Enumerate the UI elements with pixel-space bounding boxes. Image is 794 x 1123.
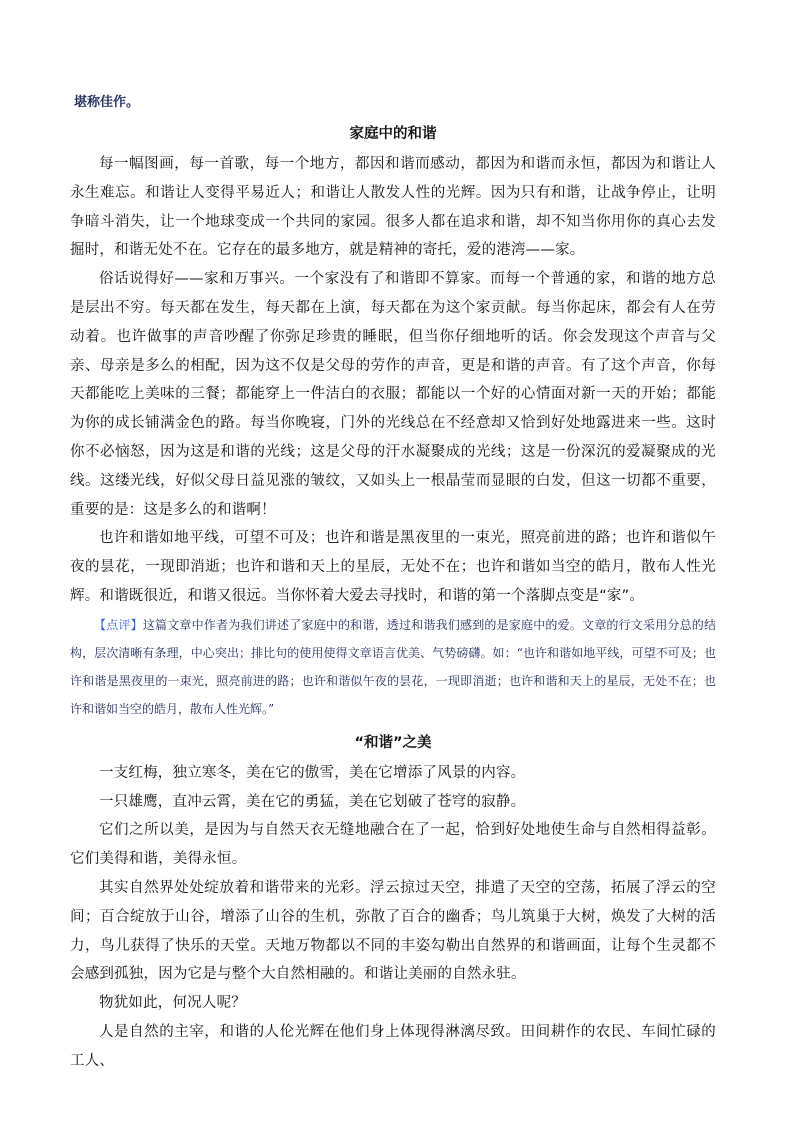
paragraph: 每一幅图画，每一首歌，每一个地方，都因和谐而感动，都因为和谐而永恒，都因为和谐让人永生难忘。和谐让人变得平易近人；和谐让人散发人性的光辉。因为只有和谐，让战争停止，让明争暗斗消失，让一个地球变成一个共同的家园。很多人都在追求和谐，却不知当你用你的真心去发掘时，和谐无处不在。它存在的最多地方，就是精神的寄托，爱的港湾——家。 (70, 156, 716, 259)
comment-tag: 【点评】 (94, 617, 143, 632)
comment-text: 这篇文章中作者为我们讲述了家庭中的和谐，透过和谐我们感到的是家庭中的爱。文章的行文采用分总的结构，层次清晰有条理，中心突出；排比句的使用使得文章语言优美、气势磅礴。如：“也许和谐如地平线，可望不可及；也许和谐是黑夜里的一束光，照亮前进的路；也许和谐似午夜的昙花，一现即消逝；也许和谐和天上的星辰，无处不在；也许和谐如当空的皓月，散布人性光辉。” (70, 617, 716, 716)
comment-block (70, 611, 716, 723)
paragraph: 俗话说得好——家和万事兴。一个家没有了和谐即不算家。而每一个普通的家，和谐的地方总是层出不穷。每天都在发生，每天都在上演，每天都在为这个家贡献。每当你起床，都会有人在劳动着。也许做事的声音吵醒了你弥足珍贵的睡眠，但当你仔细地听的话。你会发现这个声音与父亲、母亲是多么的相配，因为这不仅是父母的劳作的声音，更是和谐的声音。有了这个声音，你每天都能吃上美味的三餐；都能穿上一件洁白的衣服；都能以一个好的心情面对新一天的开始；都能为你的成长铺满金色的路。每当你晚寝，门外的光线总在不经意却又恰到好处地露进来一些。这时你不必恼怒，因为这是和谐的光线；这是父母的汗水凝聚成的光线；这是一份深沉的爱凝聚成的光线。这缕光线，好似父母日益见涨的皱纹，又如头上一根晶莹而显眼的白发，但这一切都不重要，重要的是：这是多么的和谐啊！ (70, 271, 716, 518)
section-title-beauty-of-harmony: “和谐”之美 (354, 734, 432, 751)
lead-text: 堪称佳作。 (74, 95, 140, 110)
paragraph: 物犹如此，何况人呢？ (99, 995, 246, 1012)
paragraph: 一支红梅，独立寒冬，美在它的傲雪，美在它增添了风景的内容。 (99, 764, 526, 781)
paragraph: 其实自然界处处绽放着和谐带来的光彩。浮云掠过天空，排遣了天空的空荡，拓展了浮云的空间；百合绽放于山谷，增添了山谷的生机，弥散了百合的幽香；鸟儿筑巢于大树，焕发了大树的活力，鸟儿获得了快乐的天堂。天地万物都以不同的丰姿勾勒出自然界的和谐画面，让每个生灵都不会感到孤独，因为它是与整个大自然相融的。和谐让美丽的自然永驻。 (70, 879, 716, 983)
paragraph: 一只雄鹰，直冲云霄，美在它的勇猛，美在它划破了苍穹的寂静。 (99, 793, 526, 810)
paragraph: 人是自然的主宰，和谐的人伦光辉在他们身上体现得淋漓尽致。田间耕作的农民、车间忙碌的工人、 (70, 1023, 716, 1069)
paragraph: 也许和谐如地平线，可望不可及；也许和谐是黑夜里的一束光，照亮前进的路；也许和谐似午夜的昙花，一现即消逝；也许和谐和天上的星辰，无处不在；也许和谐如当空的皓月，散布人性光辉。和谐既很近，和谐又很远。当你怀着大爱去寻找时，和谐的第一个落脚点变是“家”。 (70, 530, 716, 604)
section-title-family-harmony: 家庭中的和谐 (349, 126, 437, 142)
paragraph: 它们之所以美，是因为与自然天衣无缝地融合在了一起，恰到好处地使生命与自然相得益彰。它们美得和谐，美得永恒。 (70, 822, 716, 868)
